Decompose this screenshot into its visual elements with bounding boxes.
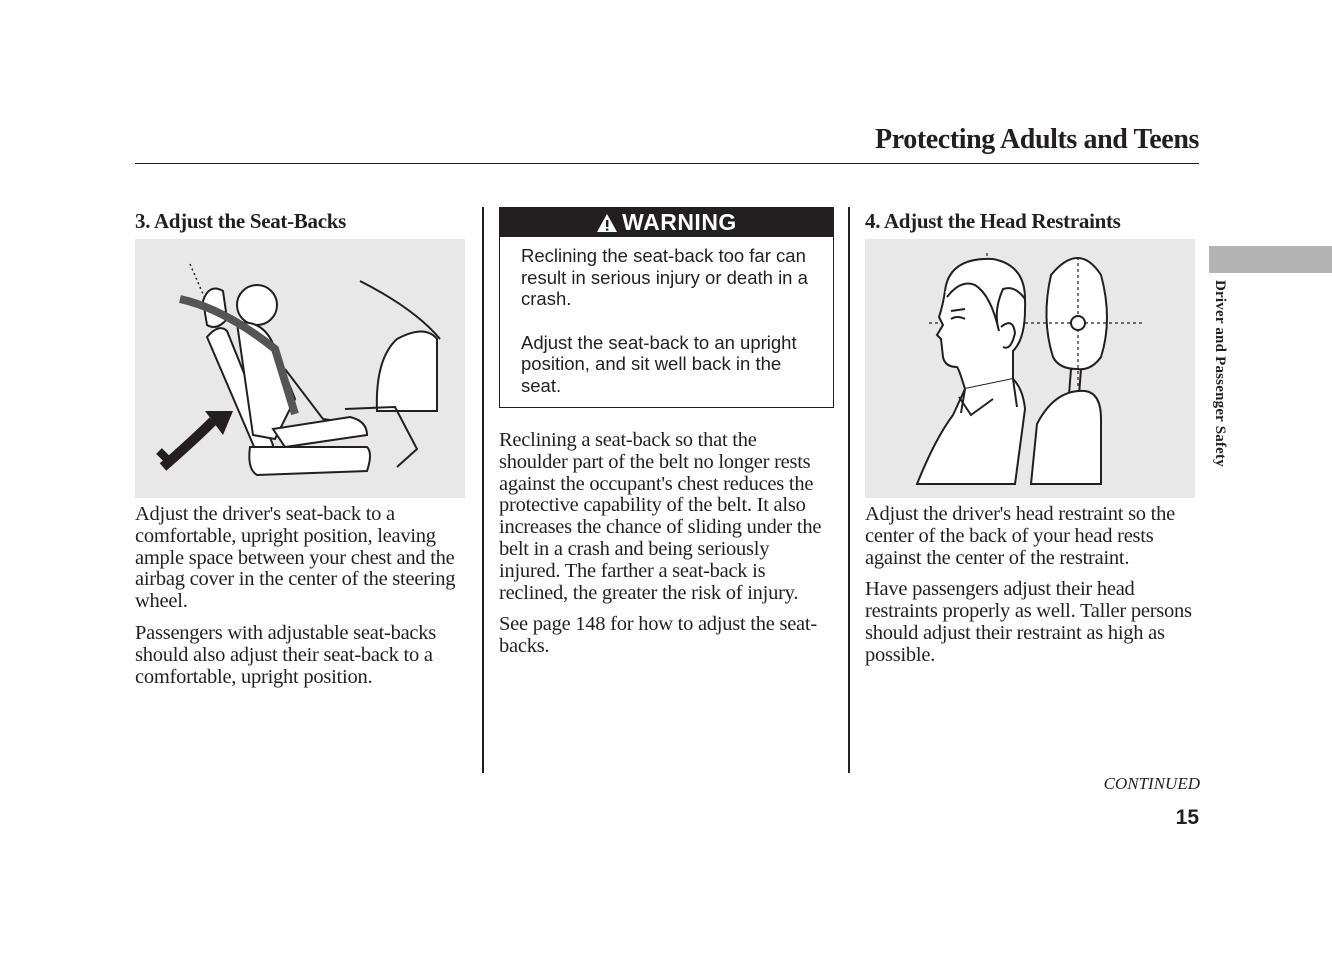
see-page-paragraph: See page 148 for how to adjust the seat-backs. bbox=[499, 613, 817, 658]
warning-paragraph-1: Reclining the seat-back too far can result in serious injury or death in a crash. bbox=[521, 245, 808, 309]
middle-column bbox=[499, 430, 829, 668]
seat-back-adjust-illustration bbox=[135, 239, 465, 498]
left-column bbox=[135, 207, 470, 698]
recline-risk-paragraph: Reclining a seat-back so that the shoulder part of the belt no longer rests against the occupant's chest reduces the protective capability of the belt. It also increases the chance of sliding under the belt in a crash and being seriously injured. The farther a seat-back is reclined, the greater the risk of injury. bbox=[499, 429, 822, 604]
warning-box bbox=[499, 207, 834, 408]
page-number: 15 bbox=[1175, 806, 1199, 829]
warning-paragraph-2: Adjust the seat-back to an upright position, and sit well back in the seat. bbox=[521, 331, 797, 396]
section-side-label: Driver and Passenger Safety bbox=[1212, 280, 1228, 467]
head-restraints-heading: 4. Adjust the Head Restraints bbox=[865, 209, 1121, 233]
head-restraint-paragraph-1: Adjust the driver's head restraint so the center of the back of your head rests against the center of the restraint. bbox=[865, 503, 1175, 569]
right-column bbox=[865, 207, 1200, 677]
column-divider-right bbox=[848, 207, 850, 773]
seat-backs-paragraph-2: Passengers with adjustable seat-backs should also adjust their seat-back to a comfortable, upright position. bbox=[135, 621, 437, 688]
section-tab bbox=[1209, 246, 1332, 273]
header-rule bbox=[135, 163, 1199, 164]
page-title: Protecting Adults and Teens bbox=[875, 124, 1199, 155]
seat-backs-heading: 3. Adjust the Seat-Backs bbox=[135, 209, 346, 233]
head-restraint-paragraph-2: Have passengers adjust their head restraints properly as well. Taller persons should adjust their restraint as high as possible. bbox=[865, 578, 1192, 666]
warning-triangle-icon bbox=[596, 213, 618, 233]
warning-body bbox=[500, 237, 833, 396]
continued-label: CONTINUED bbox=[1103, 774, 1200, 793]
warning-label: WARNING bbox=[622, 209, 737, 235]
seat-backs-paragraph-1: Adjust the driver's seat-back to a comfortable, upright position, leaving ample space between your chest and the airbag cover in the center of the steering wheel. bbox=[135, 503, 456, 613]
head-restraint-illustration bbox=[865, 239, 1195, 498]
column-divider-left bbox=[482, 207, 484, 773]
warning-header bbox=[500, 208, 833, 237]
